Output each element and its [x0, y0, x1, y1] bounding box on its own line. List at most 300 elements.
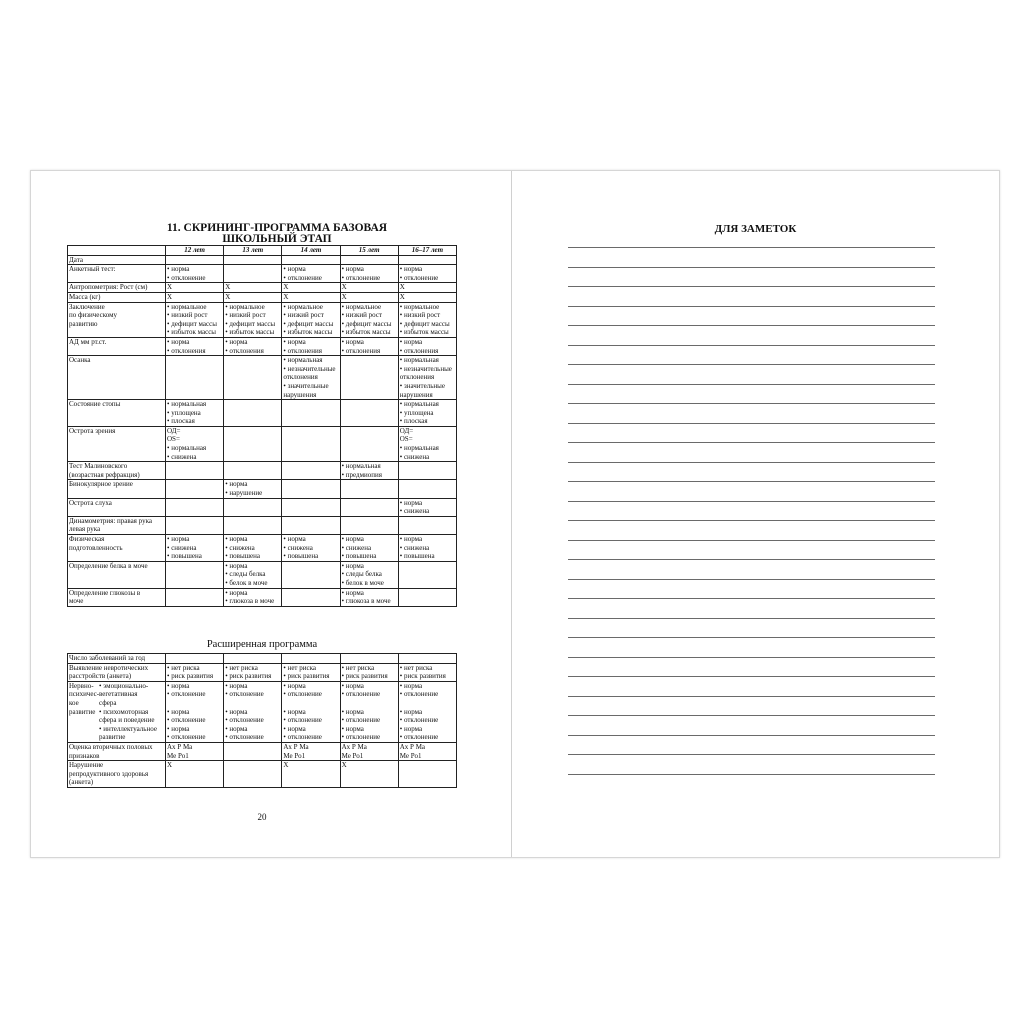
- cell-text: • глюкоза в моче: [341, 597, 391, 606]
- cell-text: • норма: [399, 265, 423, 274]
- cell-text: • норма: [341, 265, 364, 274]
- cell-text: Ах Р Ма: [399, 742, 426, 751]
- cell-text: • отклонение: [283, 273, 322, 282]
- table-cell: [340, 654, 398, 664]
- cell-text: • риск развития: [341, 672, 388, 681]
- cell-text: • нарушение: [225, 489, 263, 498]
- note-line: [568, 520, 935, 521]
- cell-text: расстройств (анкета): [69, 672, 132, 681]
- note-line: [568, 501, 935, 502]
- table-cell: [340, 761, 398, 788]
- row-label-cell: [68, 681, 166, 742]
- table-row: [68, 462, 457, 480]
- table-row: [68, 681, 457, 742]
- note-line: [568, 247, 935, 248]
- table-cell: [398, 356, 456, 400]
- table-cell: [166, 337, 224, 355]
- table-cell: [282, 516, 340, 534]
- table-cell: [224, 265, 282, 283]
- row-label: [68, 742, 166, 760]
- cell-text: • норма: [341, 535, 364, 543]
- cell-text: Ме Ро1: [283, 751, 306, 760]
- table-row: [68, 480, 457, 498]
- cell-text: • отклонение: [341, 273, 381, 282]
- table-cell: [282, 426, 340, 461]
- cell-text: • уплощена: [167, 408, 201, 417]
- cell-text: • норма: [399, 681, 423, 690]
- title-line-2: ШКОЛЬНЫЙ ЭТАП: [222, 233, 332, 245]
- cell-text: [225, 699, 280, 708]
- cell-text: • нормальная: [399, 400, 439, 409]
- cell-text: ОД=: [399, 426, 414, 435]
- cell-text: [283, 699, 338, 708]
- table-cell: [282, 654, 340, 664]
- table-cell: [224, 654, 282, 664]
- cell-text: • эмоционально-: [99, 681, 149, 690]
- cell-text: X: [399, 283, 405, 292]
- table-cell: [340, 663, 398, 681]
- screening-table: [67, 245, 457, 607]
- table-cell: [340, 337, 398, 355]
- cell-text: • отклонение: [225, 733, 264, 742]
- header-blank-cell: [68, 246, 166, 256]
- table-cell: [398, 283, 456, 293]
- table-cell: [282, 292, 340, 302]
- table-cell: [340, 535, 398, 562]
- cell-text: Бинокулярное зрение: [69, 480, 133, 489]
- cell-text: Определение белка в моче: [69, 561, 148, 570]
- right-page: [512, 171, 999, 857]
- table-row: [68, 292, 457, 302]
- cell-text: • значительные: [399, 381, 445, 390]
- cell-text: Число заболеваний за год: [69, 654, 146, 662]
- table-cell: [340, 265, 398, 283]
- cell-text: • норма: [225, 588, 248, 597]
- cell-text: • норма: [167, 707, 190, 716]
- cell-text: • норма: [283, 337, 306, 346]
- cell-text: • низкий рост: [341, 311, 383, 320]
- cell-text: • низкий рост: [225, 311, 266, 320]
- table-cell: [398, 462, 456, 480]
- note-line: [568, 676, 935, 677]
- note-line: [568, 364, 935, 365]
- table-cell: [340, 588, 398, 606]
- cell-text: • избыток массы: [225, 328, 275, 337]
- table-cell: [340, 516, 398, 534]
- cell-text: • норма: [399, 707, 423, 716]
- cell-text: • снижена: [341, 543, 372, 552]
- table-cell: [340, 561, 398, 588]
- cell-text: Определение глюкозы в: [69, 588, 141, 597]
- row-label: [68, 663, 166, 681]
- note-line: [568, 403, 935, 404]
- table-cell: [398, 535, 456, 562]
- cell-text: • белок в моче: [225, 578, 268, 587]
- cell-text: • отклонение: [399, 273, 439, 282]
- cell-text: • отклонение: [225, 716, 264, 725]
- cell-text: • норма: [167, 681, 190, 690]
- table-cell: [340, 302, 398, 337]
- cell-text: • норма: [225, 337, 248, 346]
- table-cell: [282, 761, 340, 788]
- cell-text: Нарушение: [69, 761, 104, 770]
- page-number: 20: [257, 812, 267, 822]
- cell-text: по физическому: [69, 311, 118, 320]
- row-label: [68, 426, 166, 461]
- row-label: [69, 682, 99, 742]
- table-row: [68, 356, 457, 400]
- table-cell: [224, 356, 282, 400]
- cell-text: моче: [69, 597, 84, 606]
- column-header: 14 лет: [282, 246, 340, 256]
- cell-text: • отклонение: [283, 716, 322, 725]
- cell-text: • отклонения: [167, 346, 206, 355]
- cell-text: нарушения: [283, 390, 317, 399]
- cell-text: Дата: [69, 255, 83, 264]
- table-row: [68, 337, 457, 355]
- extended-table: [67, 653, 457, 788]
- cell-text: • отклонение: [341, 733, 381, 742]
- cell-text: • норма: [399, 498, 423, 507]
- cell-text: • следы белка: [341, 570, 382, 579]
- table-cell: [224, 426, 282, 461]
- cell-text: • нормальное: [167, 302, 207, 311]
- table-cell: [282, 356, 340, 400]
- cell-text: • следы белка: [225, 570, 266, 579]
- table-cell: [224, 337, 282, 355]
- cell-text: • норма: [225, 480, 248, 489]
- cell-text: X: [225, 292, 231, 301]
- cell-text: • нормальная: [399, 444, 439, 453]
- table-cell: [340, 400, 398, 427]
- note-line: [568, 579, 935, 580]
- cell-text: отклонения: [399, 373, 435, 382]
- note-line: [568, 657, 935, 658]
- table-cell: [398, 681, 456, 742]
- table-cell: [340, 426, 398, 461]
- cell-text: • норма: [283, 535, 306, 543]
- table-cell: [398, 654, 456, 664]
- cell-text: • отклонение: [399, 733, 439, 742]
- note-line: [568, 637, 935, 638]
- cell-text: • отклонение: [167, 273, 206, 282]
- table-cell: [166, 283, 224, 293]
- cell-text: • плоская: [167, 417, 195, 426]
- note-line: [568, 598, 935, 599]
- cell-text: • отклонение: [225, 690, 264, 699]
- cell-text: • нет риска: [167, 663, 200, 672]
- table-cell: [166, 663, 224, 681]
- table-row: [68, 654, 457, 664]
- cell-text: • нормальное: [225, 302, 265, 311]
- cell-text: • избыток массы: [399, 328, 449, 337]
- note-line: [568, 442, 935, 443]
- cell-text: • нормальное: [283, 302, 323, 311]
- note-line: [568, 696, 935, 697]
- cell-text: • норма: [225, 561, 248, 570]
- table-cell: [224, 498, 282, 516]
- table-cell: [398, 480, 456, 498]
- note-line: [568, 540, 935, 541]
- table-cell: [166, 356, 224, 400]
- table-cell: [282, 255, 340, 265]
- cell-text: • нормальная: [167, 444, 207, 453]
- cell-text: • риск развития: [167, 672, 214, 681]
- table-cell: [340, 462, 398, 480]
- note-line: [568, 325, 935, 326]
- table-cell: [282, 283, 340, 293]
- table-cell: [224, 480, 282, 498]
- table-cell: [398, 742, 456, 760]
- table-cell: [340, 292, 398, 302]
- cell-text: • избыток массы: [341, 328, 391, 337]
- cell-text: X: [283, 283, 289, 292]
- cell-text: Ах Р Ма: [283, 742, 309, 751]
- cell-text: • повышена: [167, 552, 202, 561]
- table-row: [68, 283, 457, 293]
- column-header: 15 лет: [340, 246, 398, 256]
- table-row: [68, 255, 457, 265]
- cell-text: • норма: [341, 337, 364, 346]
- cell-text: ОД=: [167, 426, 181, 435]
- table-cell: [398, 292, 456, 302]
- row-label: [68, 265, 166, 283]
- table-row: [68, 561, 457, 588]
- cell-text: [400, 699, 455, 708]
- cell-text: • отклонение: [283, 690, 322, 699]
- note-line: [568, 618, 935, 619]
- table-cell: [340, 681, 398, 742]
- row-label: [68, 462, 166, 480]
- row-label: [68, 654, 166, 664]
- table-cell: [166, 516, 224, 534]
- cell-text: Ах Р Ма: [167, 742, 193, 751]
- table-row: [68, 516, 457, 534]
- cell-text: Анкетный тест:: [69, 265, 116, 274]
- cell-text: сфера: [99, 698, 117, 707]
- cell-text: Оценка вторичных половых: [69, 742, 153, 751]
- cell-text: кое: [69, 698, 79, 707]
- row-label: [68, 400, 166, 427]
- cell-text: • избыток массы: [283, 328, 333, 337]
- table-cell: [166, 654, 224, 664]
- cell-text: репродуктивного здоровья: [69, 769, 149, 778]
- cell-text: • снижена: [399, 543, 430, 552]
- note-line: [568, 754, 935, 755]
- page-title: [67, 223, 487, 245]
- table-cell: [166, 480, 224, 498]
- cell-text: • нормальная: [283, 356, 323, 365]
- note-line: [568, 715, 935, 716]
- cell-text: Осанка: [69, 356, 91, 365]
- table-cell: [166, 561, 224, 588]
- cell-text: • снижена: [283, 543, 313, 552]
- cell-text: • нормальная: [167, 400, 207, 409]
- cell-text: X: [341, 761, 347, 770]
- cell-text: Тест Малиновского: [69, 462, 128, 471]
- cell-text: • норма: [225, 681, 248, 690]
- extended-program-title: Расширенная программа: [206, 639, 318, 650]
- table-cell: [224, 663, 282, 681]
- table-cell: [398, 426, 456, 461]
- cell-text: OS=: [167, 435, 180, 444]
- cell-text: психичес-: [69, 690, 100, 699]
- cell-text: • отклонение: [399, 716, 439, 725]
- cell-text: • низкий рост: [399, 311, 441, 320]
- table-cell: [340, 480, 398, 498]
- table-cell: [282, 400, 340, 427]
- table-cell: [224, 302, 282, 337]
- cell-text: признаков: [69, 751, 100, 760]
- table-cell: [398, 255, 456, 265]
- cell-text: • нормальное: [341, 302, 382, 311]
- note-line: [568, 481, 935, 482]
- cell-text: • норма: [167, 535, 190, 543]
- table-cell: [166, 681, 224, 742]
- cell-text: Острота слуха: [69, 498, 112, 507]
- cell-text: • отклонение: [341, 716, 381, 725]
- cell-text: • норма: [283, 724, 306, 733]
- table-cell: [166, 302, 224, 337]
- note-line: [568, 267, 935, 268]
- cell-text: Физическая: [69, 535, 105, 543]
- table-cell: [166, 426, 224, 461]
- row-label: [68, 498, 166, 516]
- table-cell: [282, 742, 340, 760]
- cell-text: • норма: [225, 724, 248, 733]
- note-line: [568, 306, 935, 307]
- cell-text: • норма: [283, 681, 306, 690]
- table-cell: [224, 400, 282, 427]
- note-line: [568, 774, 935, 775]
- cell-text: развитие: [69, 707, 96, 716]
- cell-text: X: [167, 292, 173, 301]
- cell-text: [167, 699, 222, 708]
- cell-text: • плоская: [399, 417, 428, 426]
- cell-text: • отклонение: [167, 716, 206, 725]
- cell-text: • психомоторная: [99, 707, 149, 716]
- table-cell: [398, 400, 456, 427]
- cell-text: X: [341, 283, 347, 292]
- row-label: [68, 480, 166, 498]
- cell-text: • отклонение: [167, 690, 206, 699]
- table-row: [68, 588, 457, 606]
- row-sublabel: [99, 682, 164, 742]
- table-cell: [340, 255, 398, 265]
- table-row: [68, 265, 457, 283]
- cell-text: • уплощена: [399, 408, 434, 417]
- table-cell: [282, 681, 340, 742]
- table-cell: [398, 588, 456, 606]
- table-row: [68, 426, 457, 461]
- table-cell: [224, 462, 282, 480]
- row-label: [68, 292, 166, 302]
- cell-text: развитию: [69, 319, 98, 328]
- cell-text: Антропометрия: Рост (см): [69, 283, 148, 292]
- cell-text: • снижена: [399, 452, 430, 461]
- cell-text: Ме Ро1: [341, 751, 364, 760]
- cell-text: АД мм рт.ст.: [69, 337, 107, 346]
- row-label: [68, 283, 166, 293]
- cell-text: Динамометрия: правая рука: [69, 516, 152, 525]
- cell-text: • норма: [341, 724, 364, 733]
- table-cell: [340, 356, 398, 400]
- cell-text: • снижена: [167, 543, 197, 552]
- table-cell: [224, 742, 282, 760]
- table-cell: [398, 302, 456, 337]
- cell-text: • повышена: [225, 552, 260, 561]
- column-header: 13 лет: [224, 246, 282, 256]
- cell-text: Заключение: [69, 302, 105, 311]
- title-line-1: 11. СКРИНИНГ-ПРОГРАММА БАЗОВАЯ: [166, 222, 388, 234]
- row-label: [68, 588, 166, 606]
- note-line: [568, 384, 935, 385]
- column-header: 16–17 лет: [398, 246, 456, 256]
- cell-text: Ах Р Ма: [341, 742, 367, 751]
- cell-text: • глюкоза в моче: [225, 597, 275, 606]
- cell-text: • риск развития: [283, 672, 330, 681]
- table-cell: [166, 498, 224, 516]
- cell-text: • отклонение: [341, 690, 381, 699]
- table-cell: [224, 535, 282, 562]
- cell-text: • белок в моче: [341, 578, 384, 587]
- cell-text: • норма: [225, 707, 248, 716]
- cell-text: • отклонение: [167, 733, 206, 742]
- cell-text: подготовленность: [69, 543, 123, 552]
- table-row: [68, 498, 457, 516]
- cell-text: • нет риска: [225, 663, 258, 672]
- table-cell: [166, 255, 224, 265]
- cell-text: • предмиопия: [341, 470, 382, 479]
- table-cell: [224, 761, 282, 788]
- cell-text: Выявление невротических: [69, 663, 149, 672]
- table-cell: [282, 561, 340, 588]
- cell-text: • норма: [341, 588, 364, 597]
- cell-text: • отклонения: [283, 346, 323, 355]
- table-cell: [224, 588, 282, 606]
- cell-text: развитие: [99, 733, 126, 742]
- note-line: [568, 462, 935, 463]
- table-row: [68, 742, 457, 760]
- cell-text: • нормальная: [341, 462, 381, 471]
- table-cell: [224, 255, 282, 265]
- cell-text: • дефицит массы: [341, 319, 392, 328]
- row-label: [68, 302, 166, 337]
- cell-text: • нормальная: [399, 356, 439, 365]
- cell-text: X: [225, 283, 231, 292]
- cell-text: отклонения: [283, 373, 318, 382]
- book-spread: [30, 170, 1000, 858]
- cell-text: • отклонения: [399, 346, 439, 355]
- cell-text: Нервно-: [69, 681, 94, 690]
- cell-text: • дефицит массы: [225, 319, 276, 328]
- cell-text: • незначительные: [283, 364, 336, 373]
- cell-text: • отклонение: [399, 690, 439, 699]
- cell-text: • норма: [167, 337, 190, 346]
- cell-text: • норма: [399, 724, 423, 733]
- cell-text: • снижена: [399, 507, 430, 516]
- left-page: [31, 171, 511, 857]
- cell-text: • повышена: [341, 552, 377, 561]
- row-label: [68, 356, 166, 400]
- column-header: 12 лет: [166, 246, 224, 256]
- table-cell: [224, 681, 282, 742]
- table-cell: [282, 337, 340, 355]
- cell-text: • норма: [341, 707, 364, 716]
- cell-text: Ме Ро1: [399, 751, 422, 760]
- cell-text: Масса (кг): [69, 292, 101, 301]
- cell-text: • норма: [225, 535, 248, 543]
